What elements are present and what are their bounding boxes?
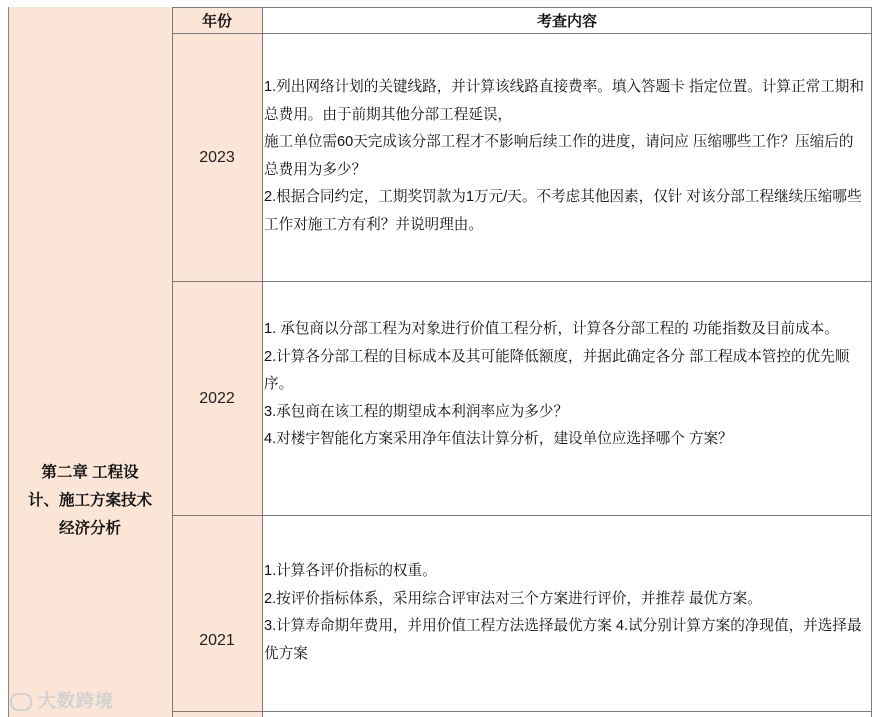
grid-line — [871, 7, 872, 717]
content-line: 4.对楼宇智能化方案采用净年值法计算分析，建设单位应选择哪个 方案？ — [264, 431, 733, 447]
content-line: 施工单位需60天完成该分部工程才不影响后续工作的进度，请问应 压缩哪些工作？压缩后的总费用为多少？ — [264, 134, 854, 178]
content-line: 3.承包商在该工程的期望成本利润率应为多少？ — [264, 403, 569, 420]
content-line: 1.计算各评价指标的权重。 — [264, 563, 437, 579]
grid-line — [172, 515, 872, 516]
chapter-column — [8, 7, 173, 717]
content-cell-2021 — [262, 558, 872, 668]
logo-icon — [10, 693, 32, 711]
watermark-text: 大数跨境 — [38, 691, 114, 711]
year-cell-2023: 2023 — [172, 34, 262, 281]
year-header: 年份 — [172, 7, 262, 33]
content-header: 考查内容 — [536, 12, 597, 30]
content-cell-2022 — [262, 316, 872, 454]
content-line: 2.根据合同约定，工期奖罚款为1万元/天。不考虑其他因素，仅针 对该分部工程继续压缩哪些工作对施工方有利？并说明理由。 — [264, 189, 862, 233]
chapter-title: 第二章 工程设计、施工方案技术经济分析 — [28, 464, 153, 537]
grid-line — [172, 7, 173, 717]
content-line: 1. 承包商以分部工程为对象进行价值工程分析，计算各分部工程的 功能指数及目前成本。 — [264, 321, 839, 337]
grid-line — [172, 7, 872, 8]
content-line: 2.计算各分部工程的目标成本及其可能降低额度，并据此确定各分 部工程成本管控的优先顺序。 — [264, 348, 850, 392]
grid-line — [172, 281, 872, 282]
year-cell-2021: 2021 — [172, 516, 262, 717]
watermark — [10, 687, 114, 713]
content-line: 1.列出网络计划的关键线路，并计算该线路直接费率。填入答题卡 指定位置。计算正常工期和总费用。由于前期其他分部工程延误， — [264, 79, 864, 123]
grid-line — [172, 711, 872, 712]
grid-line — [262, 7, 263, 717]
content-line: 3.计算寿命期年费用，并用价值工程方法选择最优方案 4.试分别计算方案的净现值，并选择最优方案 — [264, 618, 862, 662]
content-line: 2.按评价指标体系，采用综合评审法对三个方案进行评价，并推荐 最优方案。 — [264, 590, 762, 607]
grid-line — [172, 33, 872, 34]
year-cell-2022: 2022 — [172, 282, 262, 515]
content-cell-2023 — [262, 74, 872, 239]
